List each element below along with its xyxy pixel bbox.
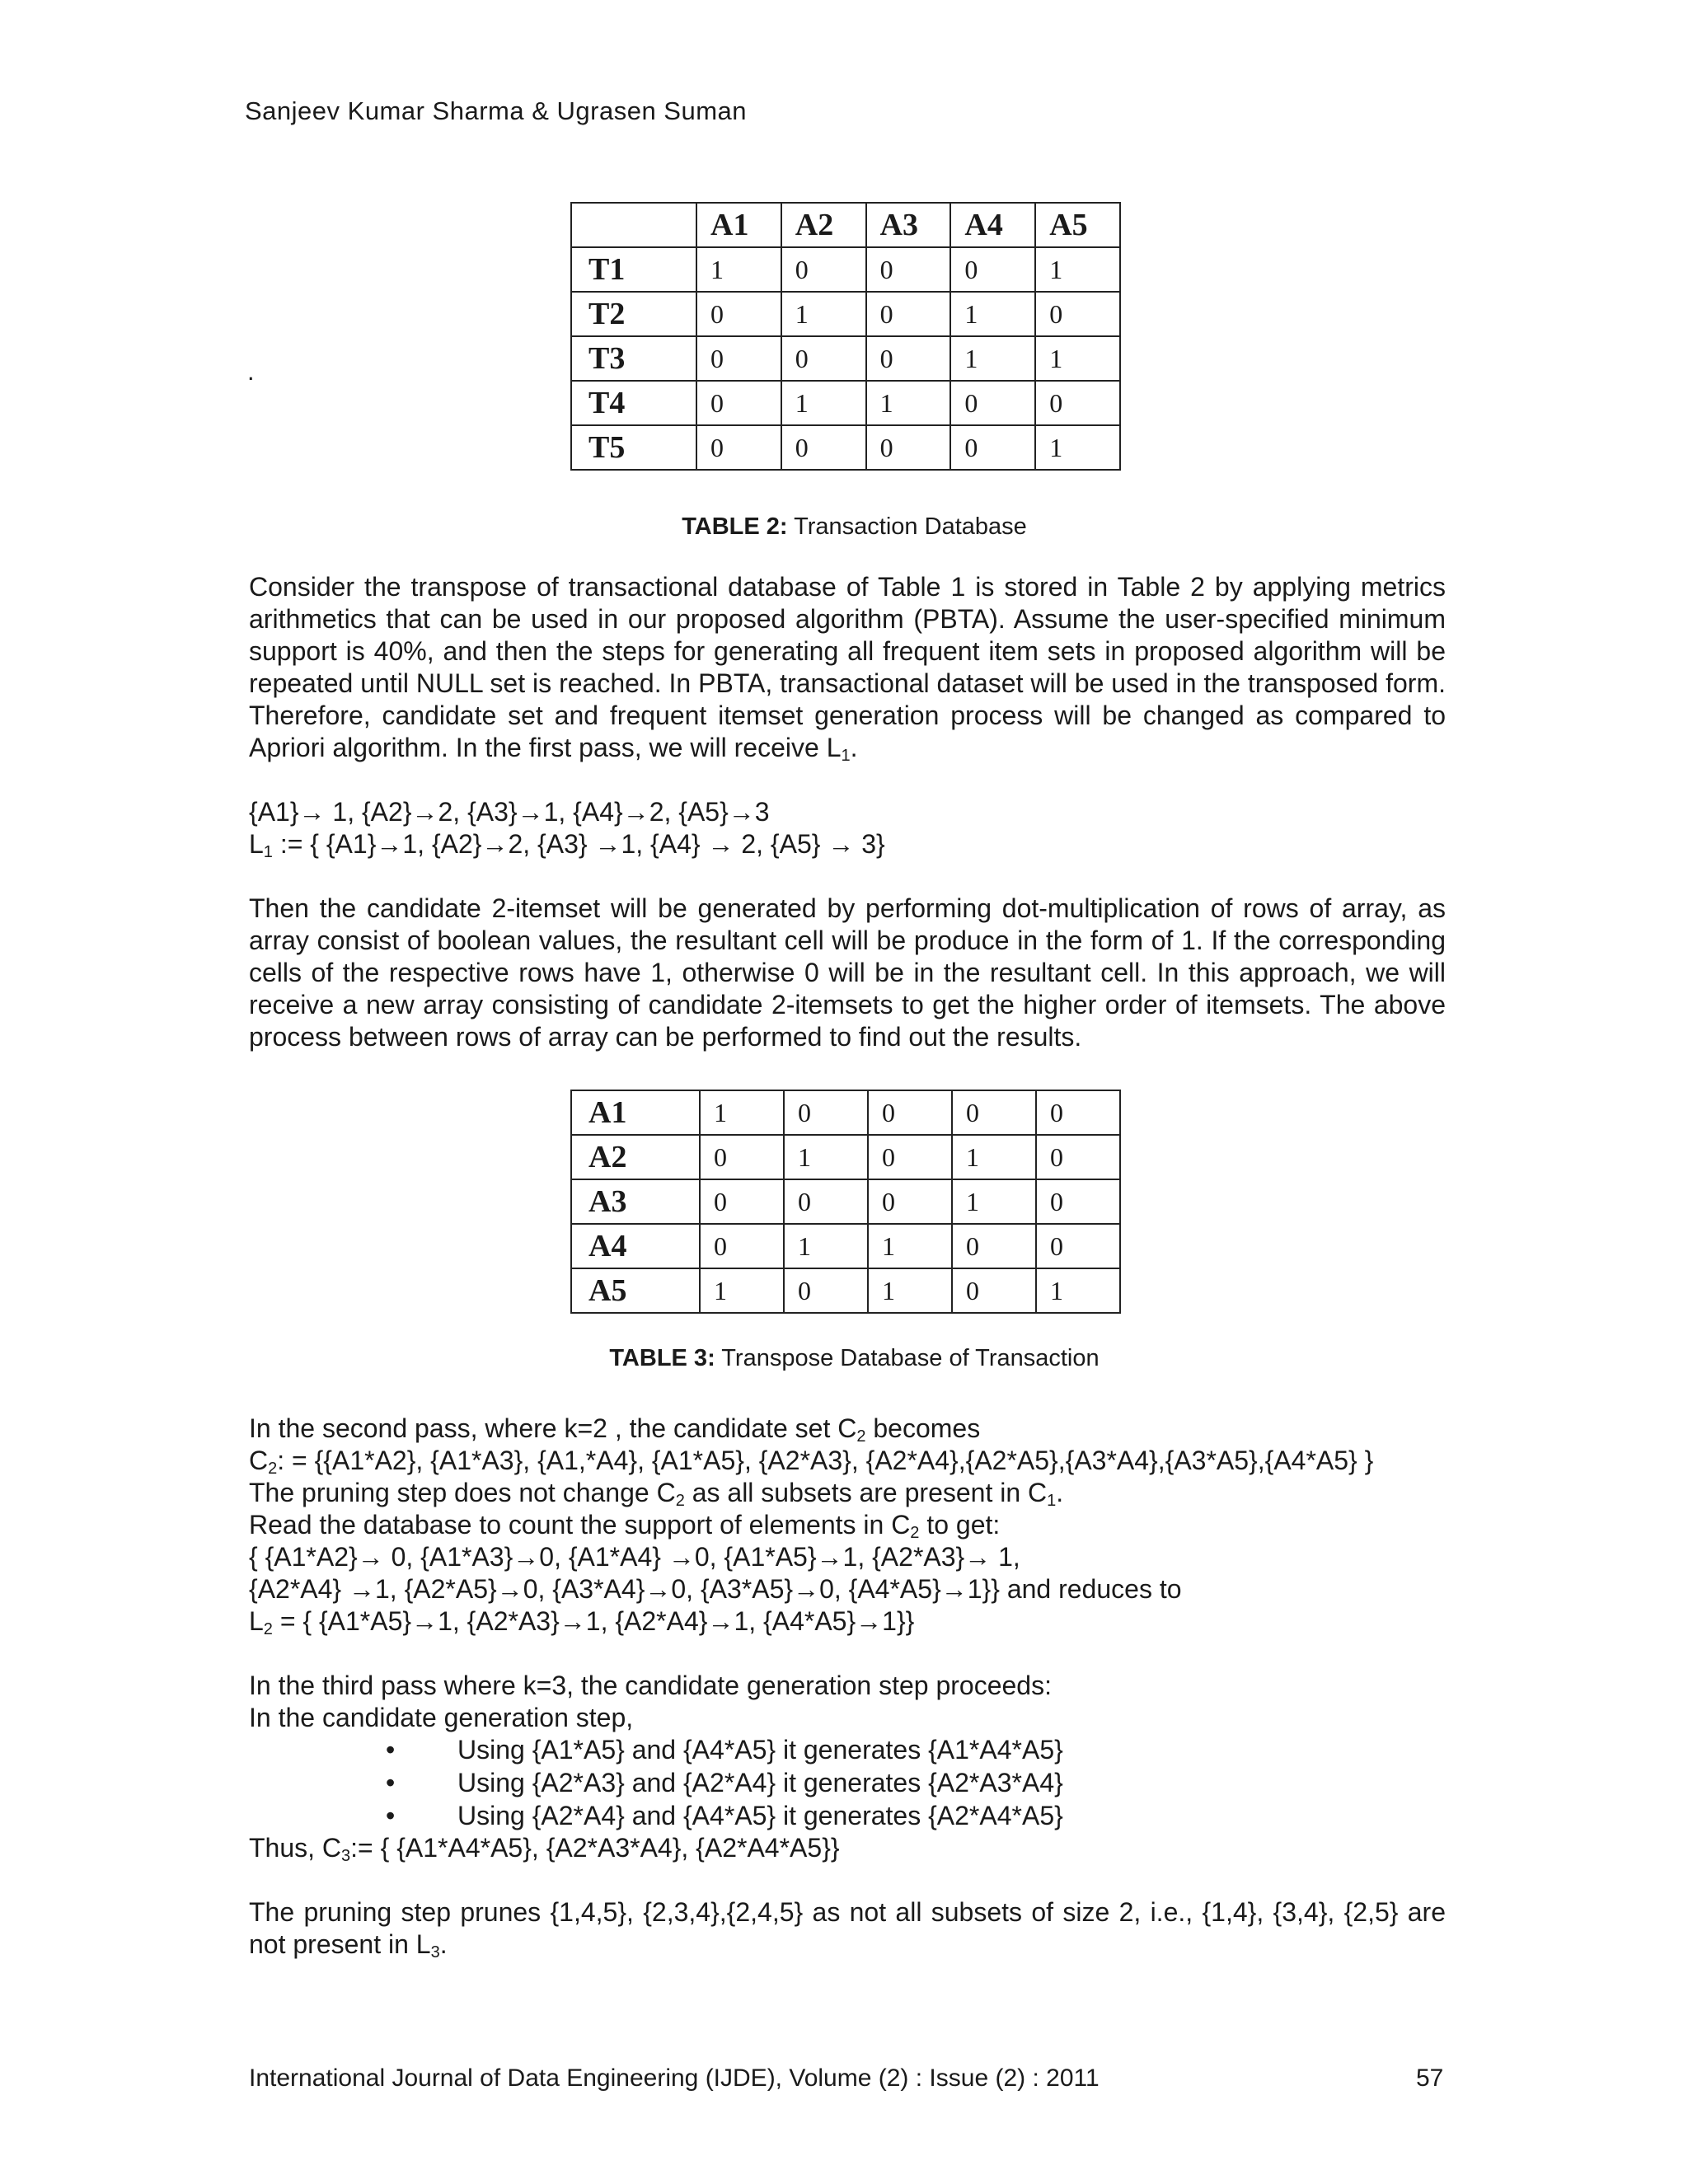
table-cell: 1: [700, 1090, 784, 1135]
table-row: [571, 1090, 1120, 1135]
table-cell: 1: [868, 1224, 952, 1268]
set-text: := { {A1}→1, {A2}→2, {A3} →1, {A4} → 2, {A5} → 3}: [272, 829, 885, 859]
paragraph-dot-multiplication: Then the candidate 2-itemset will be generated by performing dot-multiplication of rows of array, as array consist of boolean values, the resultant cell will be produce in the form of 1. If the corresponding cells of the respective rows have 1, otherwise 0 will be in the resultant cell. In this approach, we will receive a new array consisting of candidate 2-itemsets to get the higher order of itemsets. The above process between rows of array can be performed to find out the results.: [249, 893, 1446, 1052]
text: Read the database to count the support of elements in C: [249, 1510, 911, 1540]
paragraph-end: .: [439, 1929, 448, 1959]
table-cell: 0: [950, 381, 1035, 425]
table-cell: 0: [781, 247, 866, 292]
text: The pruning step does not change C: [249, 1478, 676, 1507]
text: becomes: [865, 1413, 981, 1443]
read-database-line: [249, 1509, 1000, 1541]
symbol: L: [249, 829, 264, 859]
table-cell: 1: [781, 381, 866, 425]
table-cell: 1: [700, 1268, 784, 1313]
table-cell: 0: [866, 425, 951, 470]
caption-text: Transaction Database: [787, 513, 1027, 540]
row-header: A2: [571, 1135, 700, 1179]
table-cell: 1: [1035, 336, 1120, 381]
table-cell: 0: [868, 1179, 952, 1224]
table-cell: 0: [784, 1268, 868, 1313]
table-cell: 0: [784, 1090, 868, 1135]
transpose-database-table: [570, 1090, 1121, 1314]
table-cell: 1: [1035, 247, 1120, 292]
l1-support-line: {A1}→ 1, {A2}→2, {A3}→1, {A4}→2, {A5}→3: [249, 797, 770, 827]
candidate-generation-line: In the candidate generation step,: [249, 1703, 634, 1732]
transaction-database-table: [570, 202, 1121, 471]
subscript: 2: [856, 1427, 866, 1446]
table-cell: 0: [700, 1224, 784, 1268]
subscript: 2: [268, 1460, 278, 1478]
table-row: [571, 336, 1120, 381]
text: to get:: [919, 1510, 1001, 1540]
table-3-caption: [0, 1345, 1688, 1372]
text: as all subsets are present in C: [684, 1478, 1048, 1507]
table-corner-cell: [571, 203, 696, 247]
row-header: T3: [571, 336, 696, 381]
table-cell: 0: [866, 292, 951, 336]
paragraph-intro: [249, 571, 1446, 764]
bullet-icon: •: [386, 1768, 396, 1797]
bullet-icon: •: [386, 1735, 396, 1765]
table-cell: 0: [866, 247, 951, 292]
row-header: T4: [571, 381, 696, 425]
table-cell: 1: [866, 381, 951, 425]
table-cell: 0: [952, 1090, 1036, 1135]
table-cell: 0: [1036, 1179, 1120, 1224]
table-row: [571, 247, 1120, 292]
row-header: A4: [571, 1224, 700, 1268]
bullet-icon: •: [386, 1801, 396, 1830]
table-cell: 0: [1036, 1090, 1120, 1135]
row-header: T1: [571, 247, 696, 292]
table-cell: 0: [696, 381, 781, 425]
table-cell: 0: [1035, 292, 1120, 336]
c2-support-line-2: {A2*A4} →1, {A2*A5}→0, {A3*A4}→0, {A3*A5}→0, {A4*A5}→1}} and reduces to: [249, 1574, 1182, 1604]
table-cell: 0: [1036, 1224, 1120, 1268]
subscript: 1: [263, 843, 273, 861]
table-cell: 1: [952, 1179, 1036, 1224]
c2-support-line-1: { {A1*A2}→ 0, {A1*A3}→0, {A1*A4} →0, {A1*A5}→1, {A2*A3}→ 1,: [249, 1542, 1020, 1572]
table-cell: 1: [950, 292, 1035, 336]
table-cell: 0: [868, 1090, 952, 1135]
table-cell: 0: [1036, 1135, 1120, 1179]
text: := { {A1*A4*A5}, {A2*A3*A4}, {A2*A4*A5}}: [350, 1833, 840, 1863]
pruning-paragraph: [249, 1896, 1446, 1961]
subscript: 2: [675, 1492, 685, 1510]
paragraph-end: .: [850, 733, 858, 762]
table-cell: 1: [784, 1224, 868, 1268]
table-row: [571, 381, 1120, 425]
c3-set-line: [249, 1832, 840, 1864]
text: L: [249, 1606, 264, 1636]
list-item: Using {A2*A4} and {A4*A5} it generates {A2*A4*A5}: [457, 1801, 1063, 1830]
table-cell: 0: [700, 1135, 784, 1179]
footer-journal: International Journal of Data Engineering (IJDE), Volume (2) : Issue (2) : 2011: [249, 2064, 1100, 2092]
row-header: A1: [571, 1090, 700, 1135]
table-cell: 1: [696, 247, 781, 292]
c2-set-line: [249, 1445, 1373, 1477]
row-header: T2: [571, 292, 696, 336]
list-item: Using {A1*A5} and {A4*A5} it generates {A1*A4*A5}: [457, 1735, 1063, 1765]
table-row: [571, 1135, 1120, 1179]
second-pass-intro: [249, 1413, 980, 1445]
subscript: 2: [910, 1524, 920, 1542]
column-header: A1: [696, 203, 781, 247]
column-header: A2: [781, 203, 866, 247]
table-cell: 1: [950, 336, 1035, 381]
paragraph-text: The pruning step prunes {1,4,5}, {2,3,4},{2,4,5} as not all subsets of size 2, i.e., {1,4}, {3,4}, {2,5} are not present in L: [249, 1897, 1446, 1959]
column-header: A5: [1035, 203, 1120, 247]
stray-dot: .: [247, 357, 255, 386]
pruning-c2-line: [249, 1477, 1063, 1509]
column-header: A3: [866, 203, 951, 247]
table-cell: 0: [866, 336, 951, 381]
subscript: 2: [263, 1620, 273, 1638]
row-header: A3: [571, 1179, 700, 1224]
table-cell: 0: [952, 1268, 1036, 1313]
subscript: 1: [1047, 1492, 1057, 1510]
table-cell: 0: [1035, 381, 1120, 425]
caption-text: Transpose Database of Transaction: [715, 1345, 1100, 1371]
running-header: Sanjeev Kumar Sharma & Ugrasen Suman: [245, 96, 748, 125]
table-cell: 0: [781, 336, 866, 381]
text: : = {{A1*A2}, {A1*A3}, {A1,*A4}, {A1*A5}, {A2*A3}, {A2*A4},{A2*A5},{A3*A4},{A3*A5},{A4*A5} }: [277, 1446, 1374, 1475]
text: C: [249, 1446, 269, 1475]
table-2-caption: [0, 513, 1688, 541]
table-cell: 0: [700, 1179, 784, 1224]
table-row: [571, 1268, 1120, 1313]
subscript: 3: [341, 1847, 351, 1865]
page-number: 57: [1416, 2064, 1444, 2092]
text: = { {A1*A5}→1, {A2*A3}→1, {A2*A4}→1, {A4*A5}→1}}: [272, 1606, 915, 1636]
list-item: Using {A2*A3} and {A2*A4} it generates {A2*A3*A4}: [457, 1768, 1063, 1797]
table-cell: 1: [1036, 1268, 1120, 1313]
table-row: [571, 425, 1120, 470]
paragraph-text: Consider the transpose of transactional database of Table 1 is stored in Table 2 by applying metrics arithmetics that can be used in our proposed algorithm (PBTA). Assume the user-specified minimum support is 40%, and then the steps for generating all frequent item sets in proposed algorithm will be repeated until NULL set is reached. In PBTA, transactional dataset will be used in the transposed form. Therefore, candidate set and frequent itemset generation process will be changed as compared to Apriori algorithm. In the first pass, we will receive L: [249, 572, 1446, 762]
table-cell: 0: [952, 1224, 1036, 1268]
table-cell: 1: [868, 1268, 952, 1313]
subscript: 1: [841, 747, 851, 765]
table-cell: 0: [950, 425, 1035, 470]
caption-label: TABLE 2:: [682, 513, 788, 540]
table-row: [571, 1179, 1120, 1224]
table-cell: 0: [784, 1179, 868, 1224]
table-row: [571, 292, 1120, 336]
text: Thus, C: [249, 1833, 342, 1863]
row-header: T5: [571, 425, 696, 470]
caption-label: TABLE 3:: [609, 1345, 715, 1371]
table-cell: 0: [781, 425, 866, 470]
column-header: A4: [950, 203, 1035, 247]
table-cell: 0: [696, 336, 781, 381]
table-header-row: [571, 203, 1120, 247]
row-header: A5: [571, 1268, 700, 1313]
table-cell: 0: [696, 425, 781, 470]
third-pass-intro: In the third pass where k=3, the candidate generation step proceeds:: [249, 1671, 1052, 1700]
subscript: 3: [430, 1943, 440, 1961]
l1-set-line: [249, 828, 885, 860]
table-cell: 1: [1035, 425, 1120, 470]
table-cell: 1: [781, 292, 866, 336]
text: In the second pass, where k=2 , the candidate set C: [249, 1413, 857, 1443]
table-cell: 1: [784, 1135, 868, 1179]
table-cell: 0: [868, 1135, 952, 1179]
text: .: [1056, 1478, 1064, 1507]
table-cell: 1: [952, 1135, 1036, 1179]
table-cell: 0: [950, 247, 1035, 292]
table-row: [571, 1224, 1120, 1268]
l2-set-line: [249, 1605, 914, 1638]
table-cell: 0: [696, 292, 781, 336]
